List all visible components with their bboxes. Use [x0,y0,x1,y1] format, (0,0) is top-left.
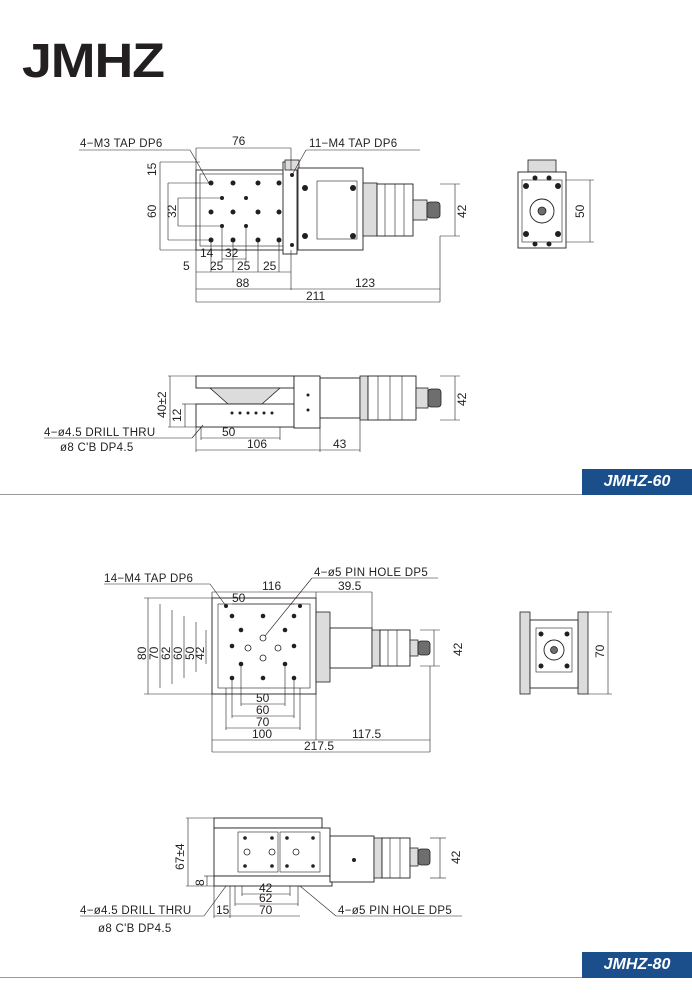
jmhz80-dim-62-vertical: 62 [159,646,173,660]
jmhz60-side-dim-40: 40±2 [155,391,169,418]
jmhz80-side-gear [330,836,374,882]
jmhz60-tap-note-left: 4−M3 TAP DP6 [80,138,163,150]
jmhz60-end-dim-50: 50 [573,204,587,218]
jmhz80-side-dim-8: 8 [193,879,207,886]
jmhz60-side-knob [428,389,441,407]
jmhz60-dim-15: 15 [145,162,159,176]
jmhz60-side-top-plate [196,376,294,388]
jmhz80-dim-117-5: 117.5 [352,727,382,741]
jmhz80-gear-housing [330,628,372,668]
jmhz80-side-dim-42: 42 [259,881,273,895]
jmhz80-side-pin-note: 4−ø5 PIN HOLE DP5 [338,905,453,917]
jmhz80-side-base [214,876,332,886]
jmhz80-knob [418,641,430,655]
jmhz80-dim-70-bottom: 70 [256,715,270,729]
jmhz60-dim-32: 32 [225,246,239,260]
jmhz60-top-view [79,134,469,303]
jmhz80-dim-100: 100 [252,727,273,741]
jmhz60-dim-25-c: 25 [263,259,277,273]
jmhz60-side-dim-50: 50 [222,425,236,439]
jmhz60-knob [427,202,440,218]
jmhz80-dim-116: 116 [262,579,282,593]
jmhz60-dim-25-a: 25 [210,259,224,273]
jmhz80-top-view [104,567,465,753]
jmhz80-side-top-plate [214,818,322,828]
jmhz80-dim-70-vertical: 70 [147,646,161,660]
jmhz60-drill-note: 4−ø4.5 DRILL THRU [44,427,156,439]
model-tag-jmhz-80: JMHZ-80 [582,952,692,978]
jmhz60-dim-76: 76 [232,134,246,148]
jmhz60-dim-42: 42 [455,204,469,218]
jmhz80-motor [380,630,410,666]
jmhz80-dim-42: 42 [451,642,465,656]
jmhz80-side-dim-15: 15 [216,903,230,917]
jmhz80-counterbore-note: ø8 C'B DP4.5 [98,923,172,935]
jmhz60-dim-14: 14 [200,246,214,260]
jmhz80-side-dim-70: 70 [259,903,273,917]
jmhz60-dim-211: 211 [306,289,326,303]
jmhz80-dim-50-vertical: 50 [183,646,197,660]
jmhz60-dim-5: 5 [183,259,190,273]
jmhz80-pin-note: 4−ø5 PIN HOLE DP5 [314,567,429,579]
jmhz60-side-dim-12: 12 [170,408,184,422]
jmhz80-side-dim-62: 62 [259,891,273,905]
jmhz60-side-dim-106: 106 [247,437,268,451]
jmhz60-side-gear [320,378,360,418]
jmhz80-dim-60-vertical: 60 [171,646,185,660]
jmhz60-side-base [196,404,294,427]
jmhz60-dim-60: 60 [145,204,159,218]
jmhz80-dim-217-5: 217.5 [304,739,335,753]
jmhz60-side-view [44,376,469,454]
brand-logo: JMHZ [22,35,164,88]
jmhz60-side-dim-42: 42 [455,392,469,406]
jmhz60-end-view [518,160,594,248]
jmhz80-side-dim-67: 67±4 [173,843,187,870]
jmhz80-dim-60-bottom: 60 [256,703,270,717]
jmhz60-tap-note-right: 11−M4 TAP DP6 [309,138,398,150]
jmhz80-end-dim-70: 70 [593,644,607,658]
jmhz80-side-dim-42-right: 42 [449,850,463,864]
jmhz80-side-knob [418,849,430,865]
jmhz60-side-dim-43: 43 [333,437,347,451]
jmhz80-dim-50-bottom: 50 [256,691,270,705]
jmhz80-dim-42-vertical: 42 [193,646,207,660]
jmhz60-counterbore-note: ø8 C'B DP4.5 [60,442,134,454]
jmhz60-side-motor [368,376,416,420]
jmhz80-side-view [80,818,463,935]
jmhz80-side-motor [382,838,410,878]
model-tag-jmhz-60: JMHZ-60 [582,469,692,495]
jmhz80-end-view [520,612,612,694]
jmhz60-dim-123: 123 [355,276,376,290]
jmhz80-tap-note: 14−M4 TAP DP6 [104,573,194,585]
jmhz80-dim-50-top: 50 [232,591,246,605]
jmhz80-drill-note: 4−ø4.5 DRILL THRU [80,905,192,917]
jmhz60-dim-32-vertical: 32 [165,204,179,218]
jmhz80-dim-80: 80 [135,646,149,660]
jmhz60-dim-25-b: 25 [237,259,251,273]
jmhz80-dim-39-5: 39.5 [338,579,362,593]
jmhz60-dim-88: 88 [236,276,250,290]
